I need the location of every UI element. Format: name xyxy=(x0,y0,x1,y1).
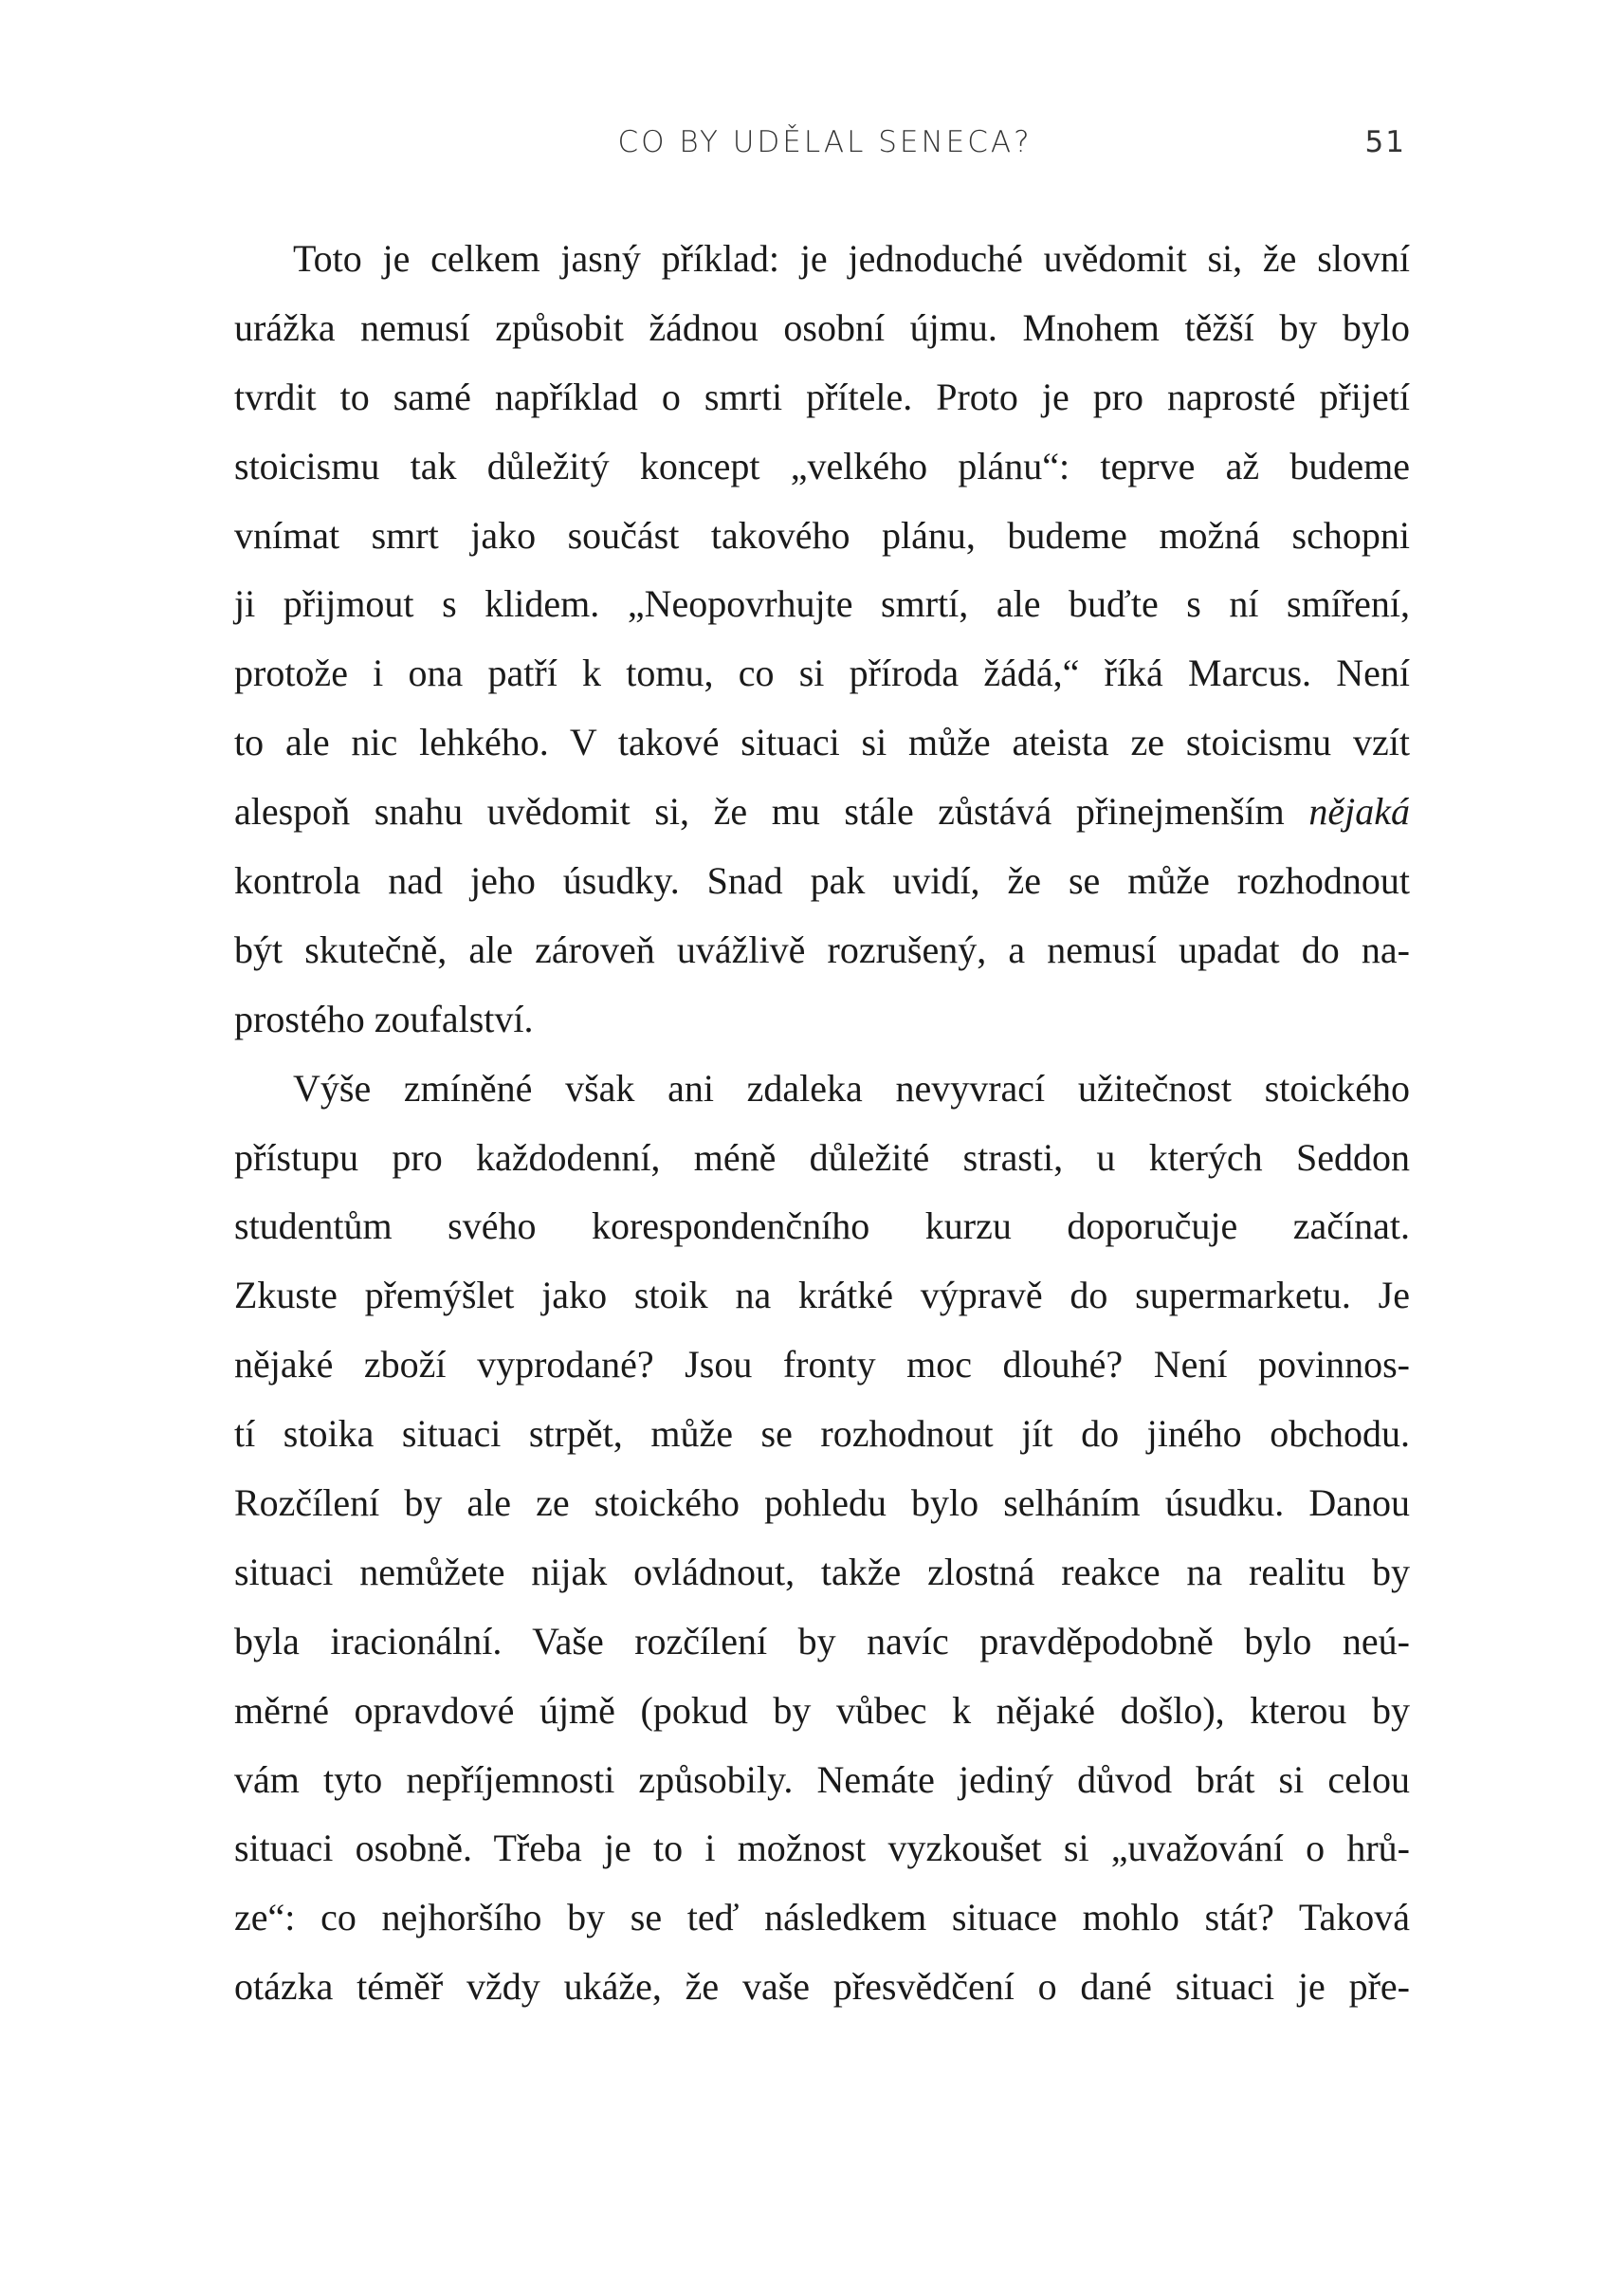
text-line: situaci osobně. Třeba je to i možnost vyzkoušet si „uvažování o hrů- xyxy=(234,1827,1410,1870)
text-line: otázka téměř vždy ukáže, že vaše přesvědčení o dané situaci je pře- xyxy=(234,1965,1410,2009)
text-line: být skutečně, ale zároveň uvážlivě rozrušený, a nemusí upadat do na- xyxy=(234,928,1410,971)
text-line: vám tyto nepříjemnosti způsobily. Nemáte jediný důvod brát si celou xyxy=(234,1757,1410,1801)
text-line: přístupu pro každodenní, méně důležité strasti, u kterých Seddon xyxy=(234,1135,1410,1179)
text-line: protože i ona patří k tomu, co si příroda žádá,“ říká Marcus. Není xyxy=(234,652,1410,695)
text-line xyxy=(234,778,1410,847)
text-line: tí stoika situaci strpět, může se rozhodnout jít do jiného obchodu. xyxy=(234,1412,1410,1456)
text-line: Rozčílení by ale ze stoického pohledu bylo selháním úsudku. Danou xyxy=(234,1481,1410,1525)
text-line: byla iracionální. Vaše rozčílení by navíc pravděpodobně bylo neú- xyxy=(234,1619,1410,1662)
text-line: Výše zmíněné však ani zdaleka nevyvrací užitečnost stoického xyxy=(293,1066,1410,1110)
page-number: 51 xyxy=(1364,125,1406,159)
text-line: stoicismu tak důležitý koncept „velkého plánu“: teprve až budeme xyxy=(234,444,1410,487)
text-line: situaci nemůžete nijak ovládnout, takže zlostná reakce na realitu by xyxy=(234,1550,1410,1593)
text-line: tvrdit to samé například o smrti přítele. Proto je pro naprosté přijetí xyxy=(234,375,1410,418)
text-line: ze“: co nejhoršího by se teď následkem situace mohlo stát? Taková xyxy=(234,1896,1410,1939)
text-line: urážka nemusí způsobit žádnou osobní újmu. Mnohem těžší by bylo xyxy=(234,305,1410,349)
text-line: Toto je celkem jasný příklad: je jednoduché uvědomit si, že slovní xyxy=(293,237,1410,280)
text-line: kontrola nad jeho úsudky. Snad pak uvidí, že se může rozhodnout xyxy=(234,859,1410,903)
text-line: prostého zoufalství. xyxy=(234,997,534,1040)
emphasized-word: nějaká xyxy=(1308,790,1410,834)
text-line: Zkuste přemýšlet jako stoik na krátké výpravě do supermarketu. Je xyxy=(234,1274,1410,1317)
body-text xyxy=(234,225,1410,2022)
text-line: studentům svého korespondenčního kurzu doporučuje začínat. xyxy=(234,1204,1410,1248)
text-line: měrné opravdové újmě (pokud by vůbec k nějaké došlo), kterou by xyxy=(234,1688,1410,1732)
running-head-title: CO BY UDĚLAL SENECA? xyxy=(617,125,1033,159)
text-segment: alespoň snahu uvědomit si, že mu stále zůstává přinejmenším xyxy=(234,790,1309,834)
text-line: ji přijmout s klidem. „Neopovrhujte smrtí, ale buďte s ní smíření, xyxy=(234,582,1410,626)
text-line: nějaké zboží vyprodané? Jsou fronty moc dlouhé? Není povinnos- xyxy=(234,1343,1410,1387)
text-line: to ale nic lehkého. V takové situaci si může ateista ze stoicismu vzít xyxy=(234,721,1410,764)
text-line: vnímat smrt jako součást takového plánu, budeme možná schopni xyxy=(234,513,1410,557)
